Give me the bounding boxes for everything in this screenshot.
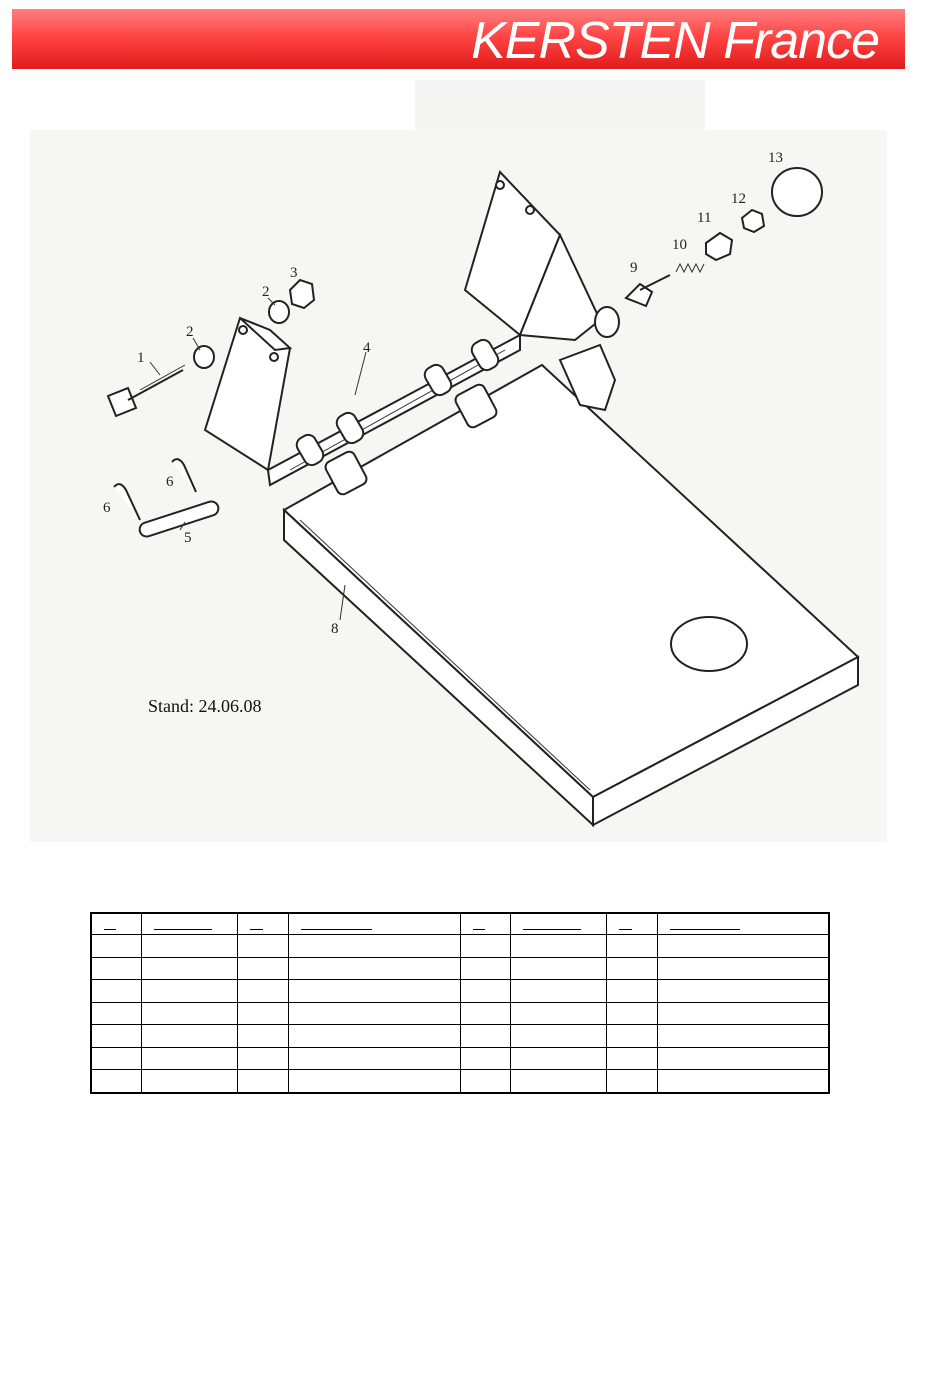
part-label: 12 — [731, 191, 746, 207]
washer — [269, 301, 289, 323]
table-header-cell — [606, 913, 657, 935]
part-label: 1 — [137, 350, 145, 366]
table-header-cell — [141, 913, 237, 935]
plate-hole — [270, 353, 278, 361]
table-header-cell — [460, 913, 510, 935]
link-bar — [138, 500, 220, 539]
table-row — [91, 1002, 829, 1025]
part-label: 9 — [630, 260, 638, 276]
knurled-nut — [706, 233, 732, 260]
part-label: 6 — [103, 500, 111, 516]
part-label: 11 — [697, 210, 712, 226]
nut — [290, 280, 314, 308]
plate-hole — [526, 206, 534, 214]
table-row — [91, 1070, 829, 1093]
table-header-cell — [510, 913, 606, 935]
table-row — [91, 980, 829, 1003]
bolt-shank — [128, 370, 183, 400]
pins-and-link — [114, 459, 220, 538]
screw-shank — [640, 275, 670, 290]
table-header-cell — [657, 913, 829, 935]
table-header-row — [91, 913, 829, 935]
plate-hole — [239, 326, 247, 334]
round-knob — [772, 168, 822, 216]
part-label: 4 — [363, 340, 371, 356]
washer — [194, 346, 214, 368]
table-header-cell — [91, 913, 141, 935]
table-row — [91, 935, 829, 958]
stand-date: Stand: 24.06.08 — [148, 696, 262, 716]
split-pin — [114, 484, 140, 520]
table-header-cell — [237, 913, 288, 935]
part-label: 2 — [262, 284, 270, 300]
brand-title: KERSTEN France — [471, 12, 879, 70]
bolt-head — [108, 388, 136, 416]
bolt-thread — [140, 365, 185, 390]
part-label: 5 — [184, 530, 192, 546]
part-label: 13 — [768, 150, 783, 166]
part-label: 3 — [290, 265, 298, 281]
table-header-cell — [288, 913, 460, 935]
base-hole — [671, 617, 747, 671]
spring — [676, 264, 704, 272]
spindle-boss — [595, 307, 619, 337]
spring-assembly — [626, 168, 822, 306]
part-label: 10 — [672, 237, 687, 253]
split-pin — [172, 459, 196, 492]
table-row — [91, 957, 829, 980]
part-label: 6 — [166, 474, 174, 490]
table-row — [91, 1047, 829, 1070]
hex-nut — [742, 210, 764, 232]
table-row — [91, 1025, 829, 1048]
screw-head — [626, 284, 652, 306]
part-label: 8 — [331, 621, 339, 637]
part-label: 2 — [186, 324, 194, 340]
parts-table — [90, 912, 830, 1094]
plate-hole — [496, 181, 504, 189]
